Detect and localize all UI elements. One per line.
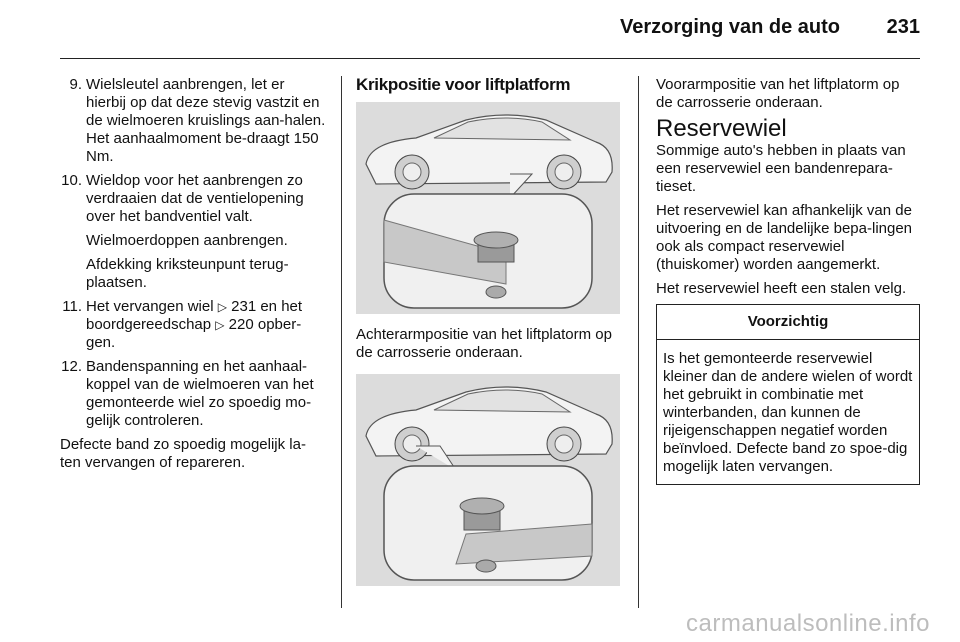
section-heading: Reservewiel (656, 115, 787, 142)
item-text: Wielsleutel aanbrengen, let er hierbij op dat deze stevig vastzit en de wielmoeren kruislings aan-halen. Het aanhaalmoment be-draagt 150 Nm. (86, 76, 326, 165)
list-item (60, 298, 326, 352)
paragraph: Sommige auto's hebben in plaats van een reservewiel een bandenrepara-tieset. (656, 142, 906, 195)
item-text: Bandenspanning en het aanhaal-koppel van de wielmoeren van het gemonteerde wiel zo spoedig mo-gelijk controleren. (86, 358, 314, 429)
list-item (60, 358, 326, 430)
item-number: 9. (69, 76, 82, 93)
sub-step: Afdekking kriksteunpunt terug-plaatsen. (86, 256, 289, 291)
section-title: Verzorging van de auto (619, 16, 840, 38)
page-reference-link[interactable]: 220 (228, 316, 254, 333)
caution-title: Voorzichtig (657, 305, 919, 340)
reference-arrow-icon: ▷ (215, 318, 225, 332)
item-text: en het boordgereedschap (86, 298, 303, 333)
item-number: 10. (61, 172, 82, 189)
reference-arrow-icon: ▷ (217, 300, 227, 314)
closing-paragraph: Defecte band zo spoedig mogelijk la-ten vervangen of repareren. (60, 436, 306, 471)
page-number: 231 (886, 16, 920, 38)
paragraph: Het reservewiel heeft een stalen velg. (656, 280, 907, 297)
lift-point-illustration-rear (356, 374, 620, 586)
caution-box (656, 304, 920, 485)
list-item (60, 76, 326, 166)
section-heading: Krikpositie voor liftplatform (356, 75, 571, 94)
watermark: carmanualsonline.info (686, 610, 930, 637)
item-number: 11. (62, 298, 82, 315)
sub-step: Wielmoerdoppen aanbrengen. (86, 232, 288, 249)
car-lift-diagram-icon (356, 374, 620, 586)
column-right (656, 76, 920, 485)
page-reference-link[interactable]: 231 (231, 298, 257, 315)
item-text: Wieldop voor het aanbrengen zo verdraaien dat de ventielopening over het bandventiel valt. (86, 172, 304, 225)
item-text: opber-gen. (86, 316, 302, 351)
car-lift-diagram-icon (356, 102, 620, 314)
figure-caption: Voorarmpositie van het liftplatorm op de carrosserie onderaan. (656, 76, 900, 111)
figure-caption: Achterarmpositie van het liftplatorm op de carrosserie onderaan. (356, 326, 612, 361)
lift-point-illustration-front (356, 102, 620, 314)
list-item (60, 172, 326, 226)
column-divider (341, 76, 342, 608)
column-divider (638, 76, 639, 608)
caution-text: Is het gemonteerde reservewiel kleiner dan de andere wielen of wordt het gebruikt in combinatie met winterbanden, dan kunnen de rijeigenschappen negatief worden beïnvloed. Defecte band zo spoe-dig mogelijk laten vervangen. (663, 350, 913, 475)
page-header (60, 0, 920, 59)
item-text: Het vervangen wiel (86, 298, 218, 315)
item-number: 12. (61, 358, 82, 375)
paragraph: Het reservewiel kan afhankelijk van de uitvoering en de landelijke bepa-lingen ook als compact reservewiel (thuiskomer) worden aangemerkt. (656, 202, 913, 273)
column-middle (356, 76, 620, 598)
column-left (60, 76, 326, 478)
